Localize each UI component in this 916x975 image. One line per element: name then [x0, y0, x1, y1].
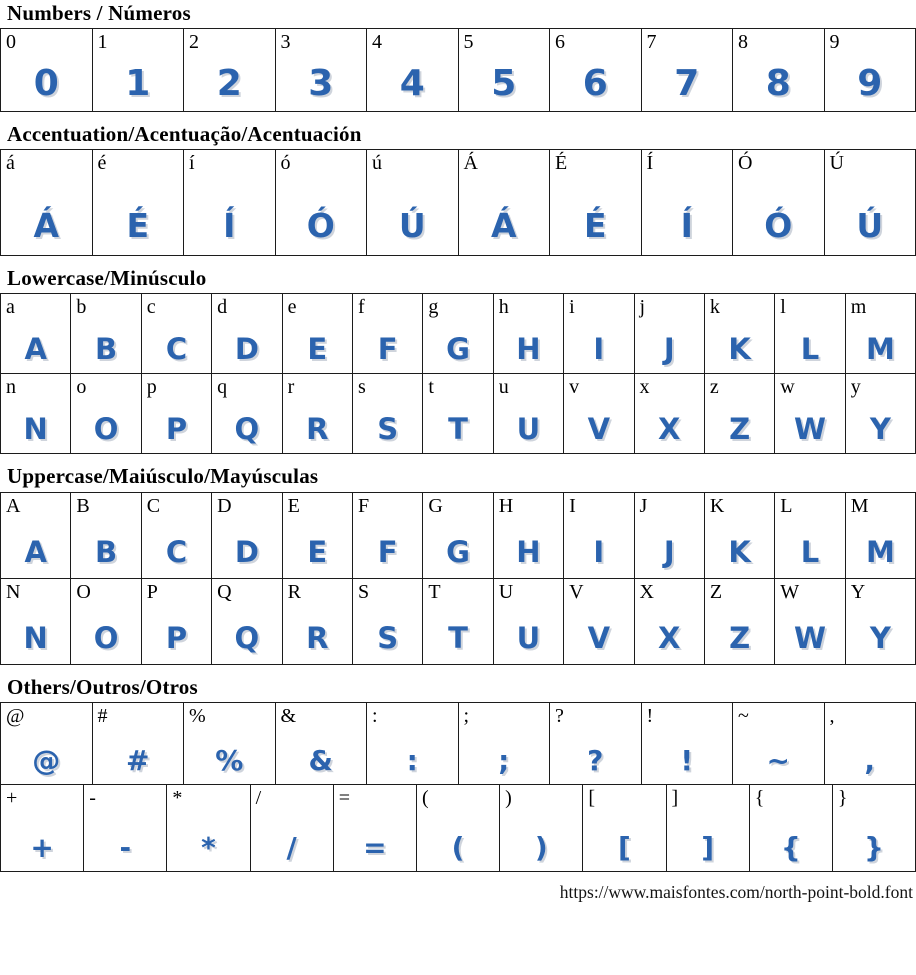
char-glyph: 5 [491, 63, 517, 105]
char-glyph: ; [498, 743, 510, 777]
char-cell [211, 578, 282, 665]
char-cell [774, 492, 845, 579]
font-specimen-section [0, 464, 916, 664]
char-label: 5 [463, 31, 474, 54]
char-cell [366, 702, 459, 785]
char-cell [70, 578, 141, 665]
char-glyph: V [587, 412, 611, 447]
char-glyph: 7 [674, 63, 700, 105]
char-glyph: L [800, 534, 820, 569]
char-glyph: F [377, 332, 398, 367]
char-label: Í [646, 152, 654, 175]
char-glyph: D [234, 534, 259, 569]
char-label: ; [463, 704, 470, 727]
char-row [0, 373, 916, 454]
char-glyph: Z [729, 620, 751, 655]
char-cell [0, 293, 71, 374]
char-cell [422, 578, 493, 665]
char-glyph: Ó [306, 206, 335, 246]
char-glyph: ~ [766, 743, 790, 777]
char-glyph: W [793, 620, 826, 655]
char-label: r [287, 376, 295, 399]
char-label: ? [555, 704, 564, 727]
char-glyph: R [306, 620, 329, 655]
char-label: Ú [829, 152, 844, 175]
char-cell [563, 492, 634, 579]
char-label: j [639, 296, 646, 319]
char-glyph: } [864, 830, 884, 864]
char-cell [732, 28, 825, 112]
char-label: Y [850, 580, 866, 603]
char-cell [282, 578, 353, 665]
char-label: 1 [97, 31, 108, 54]
char-cell [92, 28, 185, 112]
char-label: E [287, 494, 300, 517]
char-cell [824, 28, 916, 112]
char-label: D [217, 494, 232, 517]
char-cell [563, 578, 634, 665]
char-cell [0, 702, 93, 785]
char-label: L [780, 494, 793, 517]
char-label: g [428, 296, 439, 319]
char-cell [845, 492, 916, 579]
section-title: Numbers / Números [7, 1, 191, 25]
char-glyph: É [126, 206, 150, 246]
char-label: } [837, 786, 848, 809]
char-label: U [498, 580, 514, 603]
char-cell [282, 293, 353, 374]
char-label: J [639, 494, 648, 517]
char-glyph: ( [451, 830, 465, 864]
char-label: % [189, 704, 206, 727]
char-glyph: H [516, 332, 541, 367]
char-label: Á [463, 152, 478, 175]
char-cell [704, 293, 775, 374]
char-label: 2 [189, 31, 199, 54]
char-cell [282, 492, 353, 579]
char-cell [275, 702, 368, 785]
char-cell [549, 149, 642, 256]
char-cell [0, 784, 84, 872]
char-glyph: J [663, 332, 675, 367]
char-label: É [555, 152, 568, 175]
char-label: y [850, 376, 861, 399]
char-cell [0, 492, 71, 579]
char-glyph: A [24, 534, 47, 569]
char-label: p [146, 376, 157, 399]
char-glyph: Z [729, 412, 751, 447]
char-cell [422, 373, 493, 454]
char-glyph: 3 [308, 63, 334, 105]
char-label: á [6, 152, 15, 175]
char-cell [416, 784, 500, 872]
char-label: u [498, 376, 509, 399]
char-cell [641, 28, 734, 112]
char-cell [366, 28, 459, 112]
char-glyph: O [93, 620, 119, 655]
char-label: N [6, 580, 21, 603]
char-cell [92, 702, 185, 785]
char-label: ] [671, 786, 679, 809]
char-glyph: = [363, 830, 387, 864]
char-glyph: A [24, 332, 47, 367]
char-cell [634, 293, 705, 374]
char-label: v [569, 376, 580, 399]
char-label: c [146, 296, 156, 319]
char-cell [352, 373, 423, 454]
char-cell [774, 578, 845, 665]
char-row [0, 702, 916, 785]
char-glyph: ] [701, 830, 714, 864]
char-cell [634, 578, 705, 665]
char-label: ) [505, 786, 512, 809]
char-label: m [850, 296, 867, 319]
char-glyph: ! [680, 743, 694, 777]
char-label: ó [280, 152, 291, 175]
char-cell [183, 702, 276, 785]
source-url: https://www.maisfontes.com/north-point-bold.font [559, 881, 913, 902]
char-label: C [146, 494, 161, 517]
char-glyph: 8 [765, 63, 791, 105]
char-glyph: C [165, 534, 188, 569]
char-cell [704, 578, 775, 665]
char-cell [458, 702, 551, 785]
char-glyph: J [663, 534, 675, 569]
char-glyph: Í [680, 206, 693, 246]
char-cell [333, 784, 417, 872]
char-cell [275, 149, 368, 256]
char-row [0, 28, 916, 112]
char-glyph: Y [869, 620, 891, 655]
char-glyph: Q [234, 620, 260, 655]
char-glyph: N [23, 412, 48, 447]
char-label: i [569, 296, 575, 319]
char-label: Ó [738, 152, 753, 175]
char-label: B [76, 494, 90, 517]
char-label: n [6, 376, 16, 399]
section-title: Uppercase/Maiúsculo/Mayúsculas [7, 464, 319, 489]
char-row [0, 578, 916, 665]
char-label: ! [646, 704, 654, 727]
char-glyph: X [658, 412, 681, 447]
font-specimen-section [0, 675, 916, 872]
char-cell [141, 578, 212, 665]
char-label: O [76, 580, 91, 603]
char-glyph: B [95, 534, 118, 569]
char-glyph: 6 [582, 63, 608, 105]
char-glyph: T [448, 620, 468, 655]
char-glyph: M [865, 534, 895, 569]
char-glyph: T [448, 412, 468, 447]
char-label: @ [6, 704, 25, 727]
char-label: 6 [555, 31, 565, 54]
char-cell [641, 702, 734, 785]
char-glyph: X [658, 620, 681, 655]
char-label: o [76, 376, 87, 399]
char-glyph: 9 [857, 63, 883, 105]
char-label: a [6, 296, 15, 319]
char-glyph: Ú [398, 206, 426, 246]
char-label: é [97, 152, 107, 175]
char-glyph: F [377, 534, 398, 569]
char-glyph: / [286, 830, 297, 864]
char-label: K [709, 494, 725, 517]
char-glyph: Y [869, 412, 891, 447]
char-label: R [287, 580, 301, 603]
char-cell [499, 784, 583, 872]
char-glyph: L [800, 332, 820, 367]
char-cell [366, 149, 459, 256]
char-glyph: P [165, 620, 188, 655]
char-row [0, 149, 916, 256]
char-glyph: ? [587, 743, 604, 777]
char-cell [211, 373, 282, 454]
specimen-table-area [0, 1, 916, 872]
char-label: z [709, 376, 719, 399]
char-label: ~ [738, 704, 749, 727]
char-cell [704, 492, 775, 579]
char-cell [0, 578, 71, 665]
char-label: F [357, 494, 370, 517]
char-glyph: , [864, 743, 876, 777]
char-glyph: U [516, 412, 541, 447]
char-label: x [639, 376, 650, 399]
char-cell [70, 492, 141, 579]
char-glyph: W [793, 412, 826, 447]
char-cell [83, 784, 167, 872]
char-label: P [146, 580, 158, 603]
char-label: e [287, 296, 297, 319]
char-cell [282, 373, 353, 454]
char-cell [352, 492, 423, 579]
char-label: H [498, 494, 514, 517]
char-cell [166, 784, 250, 872]
char-cell [458, 149, 551, 256]
char-cell [0, 373, 71, 454]
char-label: & [280, 704, 297, 727]
char-glyph: K [728, 534, 751, 569]
char-glyph: - [119, 830, 132, 864]
char-cell [0, 149, 93, 256]
char-row [0, 784, 916, 872]
char-label: : [372, 704, 378, 727]
char-cell [211, 492, 282, 579]
char-cell [563, 373, 634, 454]
char-label: d [217, 296, 228, 319]
char-cell [563, 293, 634, 374]
char-label: # [97, 704, 108, 727]
char-cell [70, 293, 141, 374]
char-row [0, 293, 916, 374]
char-cell [634, 373, 705, 454]
char-cell [352, 293, 423, 374]
char-glyph: I [593, 534, 605, 569]
char-cell [250, 784, 334, 872]
char-glyph: U [516, 620, 541, 655]
char-cell [845, 293, 916, 374]
char-label: h [498, 296, 509, 319]
char-cell [493, 492, 564, 579]
char-label: = [338, 786, 351, 809]
char-label: A [6, 494, 21, 517]
char-cell [749, 784, 833, 872]
char-cell [183, 149, 276, 256]
char-label: 4 [372, 31, 382, 54]
char-label: Q [217, 580, 232, 603]
char-cell [70, 373, 141, 454]
char-cell [549, 28, 642, 112]
char-glyph: 1 [125, 63, 151, 105]
char-cell [493, 578, 564, 665]
char-cell [774, 293, 845, 374]
char-glyph: 2 [216, 63, 242, 105]
char-glyph: @ [32, 743, 61, 777]
char-cell [845, 578, 916, 665]
char-label: 0 [6, 31, 16, 54]
char-glyph: [ [618, 830, 631, 864]
char-cell [493, 373, 564, 454]
char-glyph: & [308, 743, 333, 777]
char-glyph: D [234, 332, 259, 367]
char-cell [493, 293, 564, 374]
char-label: 8 [738, 31, 748, 54]
char-cell [634, 492, 705, 579]
char-cell [641, 149, 734, 256]
char-cell [549, 702, 642, 785]
char-glyph: { [780, 830, 801, 864]
char-cell [824, 702, 916, 785]
section-title: Others/Outros/Otros [7, 674, 198, 699]
char-label: 9 [829, 31, 840, 54]
char-glyph: G [446, 332, 470, 367]
char-glyph: + [30, 830, 54, 864]
char-glyph: H [516, 534, 541, 569]
char-label: ú [372, 152, 382, 175]
char-cell [732, 702, 825, 785]
char-glyph: K [728, 332, 751, 367]
char-cell [92, 149, 185, 256]
char-glyph: N [23, 620, 48, 655]
font-specimen-section [0, 266, 916, 454]
char-cell [582, 784, 666, 872]
char-glyph: E [307, 332, 328, 367]
char-label: + [6, 786, 18, 809]
char-glyph: Q [234, 412, 260, 447]
char-glyph: É [583, 206, 607, 246]
char-glyph: Í [223, 206, 236, 246]
char-label: * [172, 786, 183, 809]
char-label: V [569, 580, 584, 603]
char-glyph: O [93, 412, 119, 447]
char-label: X [639, 580, 654, 603]
char-glyph: Á [490, 206, 517, 246]
char-cell [845, 373, 916, 454]
char-glyph: G [446, 534, 470, 569]
char-cell [141, 373, 212, 454]
char-glyph: S [377, 412, 399, 447]
char-label: [ [588, 786, 595, 809]
char-glyph: B [95, 332, 118, 367]
char-label: w [780, 376, 795, 399]
char-glyph: S [377, 620, 399, 655]
char-label: Z [709, 580, 723, 603]
char-label: M [850, 494, 869, 517]
char-cell [141, 293, 212, 374]
char-label: / [255, 786, 262, 809]
char-label: b [76, 296, 87, 319]
char-cell [141, 492, 212, 579]
char-glyph: M [865, 332, 895, 367]
char-cell [732, 149, 825, 256]
char-label: s [357, 376, 366, 399]
char-glyph: I [593, 332, 605, 367]
char-glyph: 4 [399, 63, 425, 105]
char-label: t [428, 376, 434, 399]
char-label: S [357, 580, 370, 603]
char-label: , [829, 704, 835, 727]
char-label: { [754, 786, 765, 809]
char-glyph: P [165, 412, 188, 447]
section-title: Lowercase/Minúsculo [7, 266, 207, 291]
char-cell [666, 784, 750, 872]
font-specimen-section [0, 1, 916, 112]
char-glyph: : [406, 743, 418, 777]
char-glyph: 0 [33, 63, 59, 105]
char-cell [352, 578, 423, 665]
font-specimen-section [0, 122, 916, 256]
char-label: ( [421, 786, 429, 809]
char-glyph: ) [534, 830, 548, 864]
char-cell [824, 149, 916, 256]
char-cell [211, 293, 282, 374]
char-cell [183, 28, 276, 112]
char-glyph: Ó [764, 206, 793, 246]
char-label: W [780, 580, 800, 603]
char-label: I [569, 494, 576, 517]
char-label: f [357, 296, 365, 319]
char-label: í [189, 152, 195, 175]
char-glyph: C [165, 332, 188, 367]
char-glyph: Á [33, 206, 60, 246]
char-glyph: R [306, 412, 329, 447]
char-cell [0, 28, 93, 112]
char-glyph: V [587, 620, 611, 655]
char-cell [832, 784, 916, 872]
char-cell [275, 28, 368, 112]
section-title: Accentuation/Acentuação/Acentuación [7, 122, 362, 147]
char-glyph: E [307, 534, 328, 569]
char-glyph: * [201, 830, 216, 864]
char-label: G [428, 494, 443, 517]
char-label: - [89, 786, 96, 809]
char-label: l [780, 296, 786, 319]
char-glyph: % [215, 743, 244, 777]
char-row [0, 492, 916, 579]
char-cell [704, 373, 775, 454]
char-label: k [709, 296, 720, 319]
char-label: 3 [280, 31, 291, 54]
char-label: T [428, 580, 441, 603]
char-cell [422, 492, 493, 579]
char-label: 7 [646, 31, 657, 54]
char-label: q [217, 376, 228, 399]
char-cell [774, 373, 845, 454]
char-cell [422, 293, 493, 374]
char-glyph: Ú [856, 206, 884, 246]
char-cell [458, 28, 551, 112]
char-glyph: # [126, 743, 150, 777]
